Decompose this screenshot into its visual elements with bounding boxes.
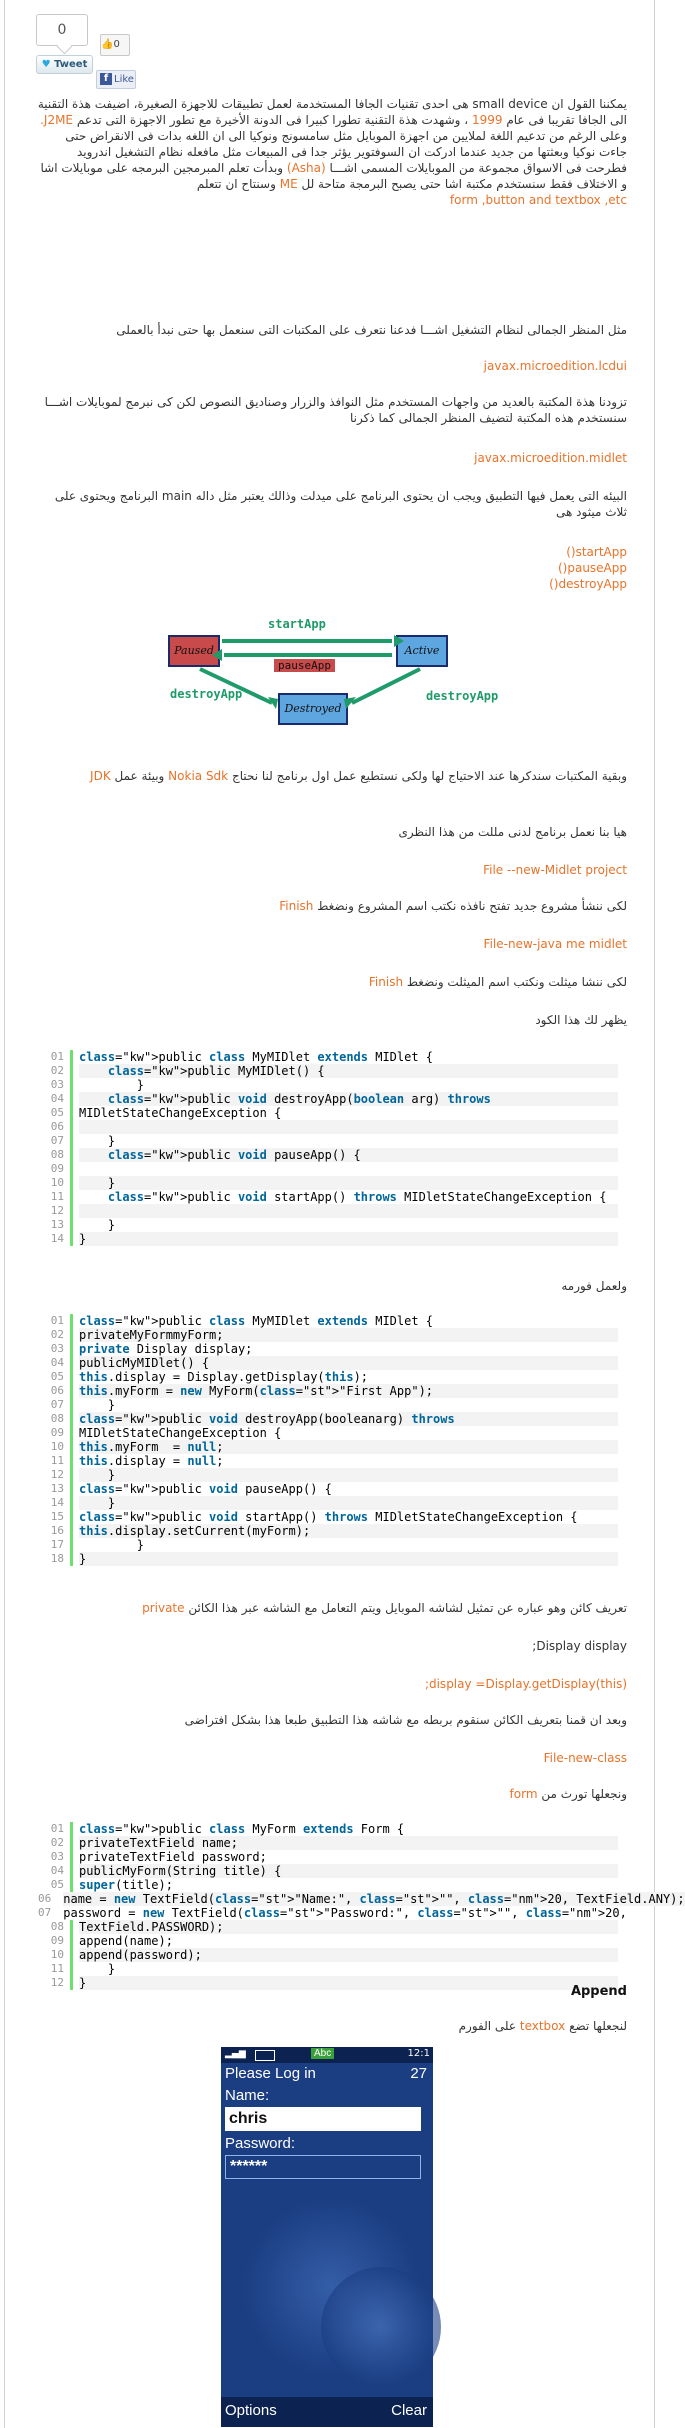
code-text	[79, 1120, 618, 1134]
code-line	[38, 1510, 618, 1524]
line-number: 04	[50, 1092, 64, 1105]
section6-text-2: وبعد ان قمنا بتعريف الكائن سنقوم بربطه مع شاشه هذا التطبيق طبعا هذا بشكل افتراضى	[184, 1713, 627, 1727]
gutter-bar	[70, 1482, 73, 1496]
append-textbox: textbox	[519, 2019, 566, 2033]
like-label: Like	[114, 74, 134, 85]
paused-state: Paused	[168, 635, 220, 667]
line-number: 09	[50, 1162, 64, 1175]
line-number: 11	[50, 1962, 64, 1975]
code-line	[38, 1078, 618, 1092]
code-text: }	[79, 1552, 618, 1566]
code-text	[79, 1162, 618, 1176]
line-number: 04	[50, 1864, 64, 1877]
phone-softkey-bar	[221, 2397, 433, 2427]
pause-label: pauseApp	[274, 659, 335, 672]
diagram-arrows	[160, 615, 520, 725]
code-text: class="kw">public void destroyApp(boolean arg) throws	[79, 1092, 618, 1106]
sec6-text-1: تعريف كائن وهو عباره عن تمثيل لشاشه الموبايل ويتم التعامل مع الشاشه عبر هذا الكائن	[188, 1601, 627, 1615]
gutter-bar	[70, 1342, 73, 1356]
section3-text: البيئه التى يعمل فيها التطبيق ويجب ان يحتوى البرنامج على ميدلت وذالك يعتبر مثل داله main البرنامج ويحتوى على ثلاث ميثود هى	[54, 489, 627, 519]
code-line	[38, 1120, 618, 1134]
code-text: class="kw">public void pauseApp() {	[79, 1148, 618, 1162]
code-text: name = new TextField(class="st">"Name:", class="st">"", class="nm">20, TextField.ANY);	[63, 1892, 685, 1906]
line-number: 09	[50, 1426, 64, 1439]
line-number: 15	[50, 1510, 64, 1523]
gutter-bar	[70, 1426, 73, 1440]
code-line	[38, 1948, 618, 1962]
gutter-bar	[70, 1314, 73, 1328]
code-text: password = new TextField(class="st">"Password:", class="st">"", class="nm">20,	[63, 1906, 627, 1920]
phone-name-label: Name:	[225, 2087, 270, 2104]
line-number: 12	[50, 1976, 64, 1989]
phone-options-softkey[interactable]: Options	[225, 2402, 277, 2419]
code-text: class="kw">public void pauseApp() {	[79, 1482, 618, 1496]
code-line	[38, 1850, 618, 1864]
gutter-bar	[70, 1524, 73, 1538]
gutter-bar	[70, 1552, 73, 1566]
code-text: }	[79, 1176, 618, 1190]
gutter-bar	[70, 1948, 73, 1962]
gutter-bar	[70, 1878, 73, 1892]
line-number: 06	[50, 1384, 64, 1397]
code-line	[38, 1906, 627, 1920]
gutter-bar	[70, 1454, 73, 1468]
inherit-text	[37, 1786, 627, 1802]
battery-icon	[255, 2050, 275, 2061]
code-text: append(name);	[79, 1934, 618, 1948]
section4-text	[37, 768, 627, 784]
sec4-text-2: وبيئة عمل	[114, 769, 165, 783]
form-label: ولعمل فورمه	[561, 1279, 627, 1293]
line-number: 08	[50, 1148, 64, 1161]
code-line	[38, 1962, 618, 1976]
gutter-bar	[70, 1962, 73, 1976]
step2-finish: Finish	[368, 975, 404, 989]
code-block-myform	[38, 1822, 685, 1990]
gutter-bar	[70, 1218, 73, 1232]
code-line	[38, 1412, 618, 1426]
code-text: this.display = null;	[79, 1454, 618, 1468]
code-line	[38, 1314, 618, 1328]
append-text-2: على الفورم	[458, 2019, 517, 2033]
intro-text-3: وعلى الرغم من تدعيم اللغة لملايين من اجهزة الموبايل مثل سامسونج ونوكيا الى ان اللغه بدات فى الانقراض حتى جاءت نوكيا وبعثتها من جديد عندما ادركت ان السوفتوير يؤثر جدا فى المبيعات مثل مافعله نظام التشغيل اندرويد فطرحت فى الاسواق مجموعة من الموبايلات المسمى اشـــا	[65, 129, 627, 175]
code-text: }	[79, 1976, 618, 1990]
line-number: 01	[50, 1822, 64, 1835]
code-text: class="kw">public class MyForm extends Form {	[79, 1822, 618, 1836]
code-line	[38, 1934, 618, 1948]
code-text: append(password);	[79, 1948, 618, 1962]
code-text: publicMyMIDlet() {	[79, 1356, 618, 1370]
line-number: 10	[50, 1176, 64, 1189]
code-line	[38, 1218, 618, 1232]
line-number: 12	[50, 1468, 64, 1481]
code-text: class="kw">public MyMIDlet() {	[79, 1064, 618, 1078]
code-appears-text: يظهر لك هذا الكود	[535, 1013, 627, 1027]
code-line	[38, 1064, 618, 1078]
intro-asha: (Asha)	[286, 161, 326, 175]
inherit-form: form	[509, 1787, 538, 1801]
code-line	[38, 1440, 618, 1454]
code-line	[38, 1384, 618, 1398]
code-line	[38, 1836, 618, 1850]
intro-text-4: وبدأت تعلم المبرمجين البرمجه على موبايلات اشا و الاختلاف فقط سنستخدم مكتبة اشا حتى يصبح البرمجة متاحة لل	[40, 161, 627, 191]
code-line	[38, 1328, 618, 1342]
gutter-bar	[70, 1064, 73, 1078]
gutter-bar	[70, 1412, 73, 1426]
method-start: startApp()	[566, 545, 627, 559]
step2-text: لكى ننشا ميثلت ونكتب اسم الميثلت ونضغط	[406, 975, 627, 989]
facebook-like-button[interactable]	[96, 70, 136, 89]
line-number: 03	[50, 1342, 64, 1355]
section2-package: javax.microedition.midlet	[474, 451, 627, 465]
code-line	[38, 1398, 618, 1412]
line-number: 07	[50, 1398, 64, 1411]
code-text: TextField.PASSWORD);	[79, 1920, 618, 1934]
display-assignment: display =Display.getDisplay(this);	[424, 1677, 627, 1691]
code-line	[38, 1134, 618, 1148]
code-text: }	[79, 1218, 618, 1232]
step-new-project	[37, 898, 627, 914]
phone-password-label: Password:	[225, 2135, 296, 2152]
like-count-box	[100, 34, 130, 56]
line-number: 14	[50, 1232, 64, 1245]
gutter-bar	[70, 1468, 73, 1482]
code-text: }	[79, 1232, 618, 1246]
line-number: 02	[50, 1064, 64, 1077]
intro-paragraph	[37, 96, 627, 208]
line-number: 11	[50, 1454, 64, 1467]
line-number: 17	[50, 1538, 64, 1551]
code-line	[38, 1878, 618, 1892]
gutter-bar	[70, 1328, 73, 1342]
gutter-bar	[70, 1148, 73, 1162]
line-number: 13	[50, 1218, 64, 1231]
gutter-bar	[70, 1510, 73, 1524]
code-line	[38, 1190, 618, 1204]
code-line	[38, 1482, 618, 1496]
method-destroy: destroyApp()	[549, 577, 627, 591]
code-text: this.myForm = null;	[79, 1440, 618, 1454]
code-text: class="kw">public void destroyApp(booleanarg) throws	[79, 1412, 618, 1426]
code-line	[38, 1496, 618, 1510]
gutter-bar	[70, 1850, 73, 1864]
phone-screenshot	[221, 2047, 433, 2427]
code-text: MIDletStateChangeException {	[79, 1106, 618, 1120]
sec4-sdk: Nokia Sdk	[168, 769, 229, 783]
code-line	[38, 1342, 618, 1356]
code-block-midlet	[38, 1050, 618, 1246]
code-line	[38, 1892, 685, 1906]
append-text-1: لنجعلها تضع	[569, 2019, 627, 2033]
gutter-bar	[70, 1864, 73, 1878]
gutter-bar	[70, 1176, 73, 1190]
line-number: 11	[50, 1190, 64, 1203]
gutter-bar	[70, 1078, 73, 1092]
code-text: class="kw">public class MyMIDlet extends MIDlet {	[79, 1050, 618, 1064]
line-number: 05	[50, 1370, 64, 1383]
line-number: 08	[50, 1920, 64, 1933]
section1-package: javax.microedition.lcdui	[483, 359, 627, 373]
path-new-project: File --new-Midlet project	[483, 863, 627, 877]
thumbs-up-icon: 👍	[101, 39, 114, 50]
gutter-bar	[70, 1134, 73, 1148]
gutter-bar	[70, 1120, 73, 1134]
share-count-box	[36, 14, 88, 46]
code-text: }	[79, 1496, 618, 1510]
path-new-midlet: File-new-java me midlet	[483, 937, 627, 951]
intro-text-2: ، وشهدت هذة التقنية تطورا كبيرا فى الدونة الأخيرة مع تطور الاجهزة التى تدعم	[76, 113, 469, 127]
section2-text: تزودنا هذة المكتبة بالعديد من واجهات المستخدم مثل النوافذ والزرار وصناديق النصوص لكن كى نبرمج لموبايلات اشـــا سنستخدم هذه المكتبة لتضيف المنظر الجمالى كما ذكرنا	[44, 395, 627, 425]
line-number: 02	[50, 1836, 64, 1849]
line-number: 05	[50, 1106, 64, 1119]
gutter-bar	[70, 1836, 73, 1850]
line-number: 08	[50, 1412, 64, 1425]
phone-form-title: Please Log in	[225, 2065, 316, 2082]
code-text: this.myForm = new MyForm(class="st">"First App");	[79, 1384, 618, 1398]
gutter-bar	[70, 1356, 73, 1370]
phone-time: 12:1	[407, 2048, 430, 2059]
step-new-midlet	[37, 974, 627, 990]
line-number: 16	[50, 1524, 64, 1537]
section6-text	[37, 1600, 627, 1616]
intro-year: 1999	[471, 113, 503, 127]
gutter-bar	[70, 1822, 73, 1836]
line-number: 10	[50, 1948, 64, 1961]
line-number: 14	[50, 1496, 64, 1509]
midlet-lifecycle-diagram	[160, 615, 520, 725]
phone-name-field[interactable]: chris	[225, 2107, 421, 2131]
step1-text: لكى ننشأ مشروع جديد تفتح نافذه نكتب اسم المشروع ونضغط	[317, 899, 627, 913]
intro-text-5: وسنتاح ان تتعلم	[196, 177, 276, 191]
code-text: this.display.setCurrent(myForm);	[79, 1524, 618, 1538]
signal-icon: ▂▄▆	[225, 2049, 246, 2059]
code-line	[38, 1454, 618, 1468]
code-text: class="kw">public void startApp() throws MIDletStateChangeException {	[79, 1190, 618, 1204]
line-number: 12	[50, 1204, 64, 1217]
active-state: Active	[396, 635, 448, 667]
path-new-class: File-new-class	[543, 1751, 627, 1765]
code-text: MIDletStateChangeException {	[79, 1426, 618, 1440]
method-pause: pauseApp()	[557, 561, 627, 575]
gutter-bar	[70, 1440, 73, 1454]
line-number: 03	[50, 1850, 64, 1863]
code-text: publicMyForm(String title) {	[79, 1864, 618, 1878]
sec4-jdk: JDK	[90, 769, 111, 783]
phone-wallpaper-bubble-2	[321, 2267, 441, 2387]
line-number: 13	[50, 1482, 64, 1495]
gutter-bar	[70, 1398, 73, 1412]
phone-clear-softkey[interactable]: Clear	[391, 2402, 427, 2419]
code-line	[38, 1106, 618, 1120]
code-line	[38, 1204, 618, 1218]
facebook-icon: f	[100, 73, 112, 85]
line-number: 06	[38, 1892, 52, 1905]
display-declaration: Display display;	[532, 1639, 627, 1653]
line-number: 03	[50, 1078, 64, 1091]
intro-form-list: form ,button and textbox ,etc	[449, 193, 627, 207]
code-text: privateTextField password;	[79, 1850, 618, 1864]
code-text: class="kw">public class MyMIDlet extends MIDlet {	[79, 1314, 618, 1328]
section1-text: مثل المنظر الجمالى لنظام التشغيل اشـــا فدعنا نتعرف على المكتبات التى سنعمل بها حتى نبدأ بالعملى	[116, 323, 627, 337]
code-line	[38, 1864, 618, 1878]
line-number: 04	[50, 1356, 64, 1369]
tweet-button[interactable]	[36, 55, 93, 74]
phone-password-field[interactable]: ******	[225, 2155, 421, 2179]
code-line	[38, 1822, 618, 1836]
like-count: 0	[113, 39, 120, 50]
line-number: 02	[50, 1328, 64, 1341]
input-mode: Abc	[311, 2048, 334, 2059]
append-title: Append	[570, 1984, 627, 1999]
line-number: 10	[50, 1440, 64, 1453]
code-line	[38, 1148, 618, 1162]
start-label: startApp	[268, 617, 326, 631]
line-number: 18	[50, 1552, 64, 1565]
code-text: this.display = Display.getDisplay(this);	[79, 1370, 618, 1384]
gutter-bar	[70, 1162, 73, 1176]
line-number: 06	[50, 1120, 64, 1133]
code-line	[38, 1092, 618, 1106]
twitter-bird-icon: ♥	[41, 59, 51, 70]
code-line	[38, 1468, 618, 1482]
intro-j2me: J2ME.	[40, 113, 74, 127]
code-text: privateTextField name;	[79, 1836, 618, 1850]
code-text: private Display display;	[79, 1342, 618, 1356]
append-text	[37, 2018, 627, 2034]
gutter-bar	[70, 1106, 73, 1120]
line-number: 05	[50, 1878, 64, 1891]
gutter-bar	[70, 1190, 73, 1204]
code-line	[38, 1050, 618, 1064]
gutter-bar	[70, 1920, 73, 1934]
code-line	[38, 1370, 618, 1384]
code-text: }	[79, 1398, 618, 1412]
sec4-text-1: وبقية المكتبات سندكرها عند الاحتياج لها ولكى نستطيع عمل اول برنامج لنا نحتاج	[231, 769, 627, 783]
code-text: }	[79, 1468, 618, 1482]
gutter-bar	[70, 1370, 73, 1384]
line-number: 01	[50, 1314, 64, 1327]
line-number: 07	[38, 1906, 52, 1919]
inherit-label: ونجعلها تورث من	[541, 1787, 627, 1801]
code-text: privateMyFormmyForm;	[79, 1328, 618, 1342]
gutter-bar	[70, 1496, 73, 1510]
line-number: 09	[50, 1934, 64, 1947]
code-line	[38, 1920, 618, 1934]
code-line	[38, 1356, 618, 1370]
gutter-bar	[70, 1934, 73, 1948]
line-number: 01	[50, 1050, 64, 1063]
gutter-bar	[70, 1384, 73, 1398]
phone-status-bar	[221, 2047, 433, 2063]
gutter-bar	[70, 1538, 73, 1552]
step1-finish: Finish	[279, 899, 314, 913]
line-number: 07	[50, 1134, 64, 1147]
code-line	[38, 1176, 618, 1190]
code-text: }	[79, 1078, 618, 1092]
phone-counter: 27	[410, 2065, 427, 2082]
code-line	[38, 1552, 618, 1566]
gutter-bar	[70, 1204, 73, 1218]
code-text: }	[79, 1538, 618, 1552]
code-line	[38, 1232, 618, 1246]
intro-text-1: يمكننا القول ان small device هى احدى تقنيات الجافا المستخدمة لعمل تطبيقات للاجهزة الصغيرة، اضيفت هذة التقنية الى الجافا تقريبا فى عام	[37, 97, 627, 127]
tweet-label: Tweet	[54, 59, 88, 70]
code-line	[38, 1538, 618, 1552]
destroy-label-right: destroyApp	[426, 689, 499, 703]
destroyed-state: Destroyed	[278, 693, 348, 725]
destroy-label-left: destroyApp	[170, 687, 243, 701]
gutter-bar	[70, 1232, 73, 1246]
code-block-midlet-form	[38, 1314, 618, 1566]
code-text: }	[79, 1962, 618, 1976]
gutter-bar	[70, 1092, 73, 1106]
gutter-bar	[70, 1050, 73, 1064]
share-count: 0	[57, 22, 67, 38]
code-text	[79, 1204, 618, 1218]
code-text: super(title);	[79, 1878, 618, 1892]
code-text: class="kw">public void startApp() throws MIDletStateChangeException {	[79, 1510, 618, 1524]
code-line	[38, 1524, 618, 1538]
code-text: }	[79, 1134, 618, 1148]
sec6-private: private	[142, 1601, 185, 1615]
code-line	[38, 1426, 618, 1440]
code-line	[38, 1162, 618, 1176]
intro-me: ME	[279, 177, 298, 191]
section5-intro: هيا بنا نعمل برنامج لدنى مللت من هذا النظرى	[398, 825, 627, 839]
